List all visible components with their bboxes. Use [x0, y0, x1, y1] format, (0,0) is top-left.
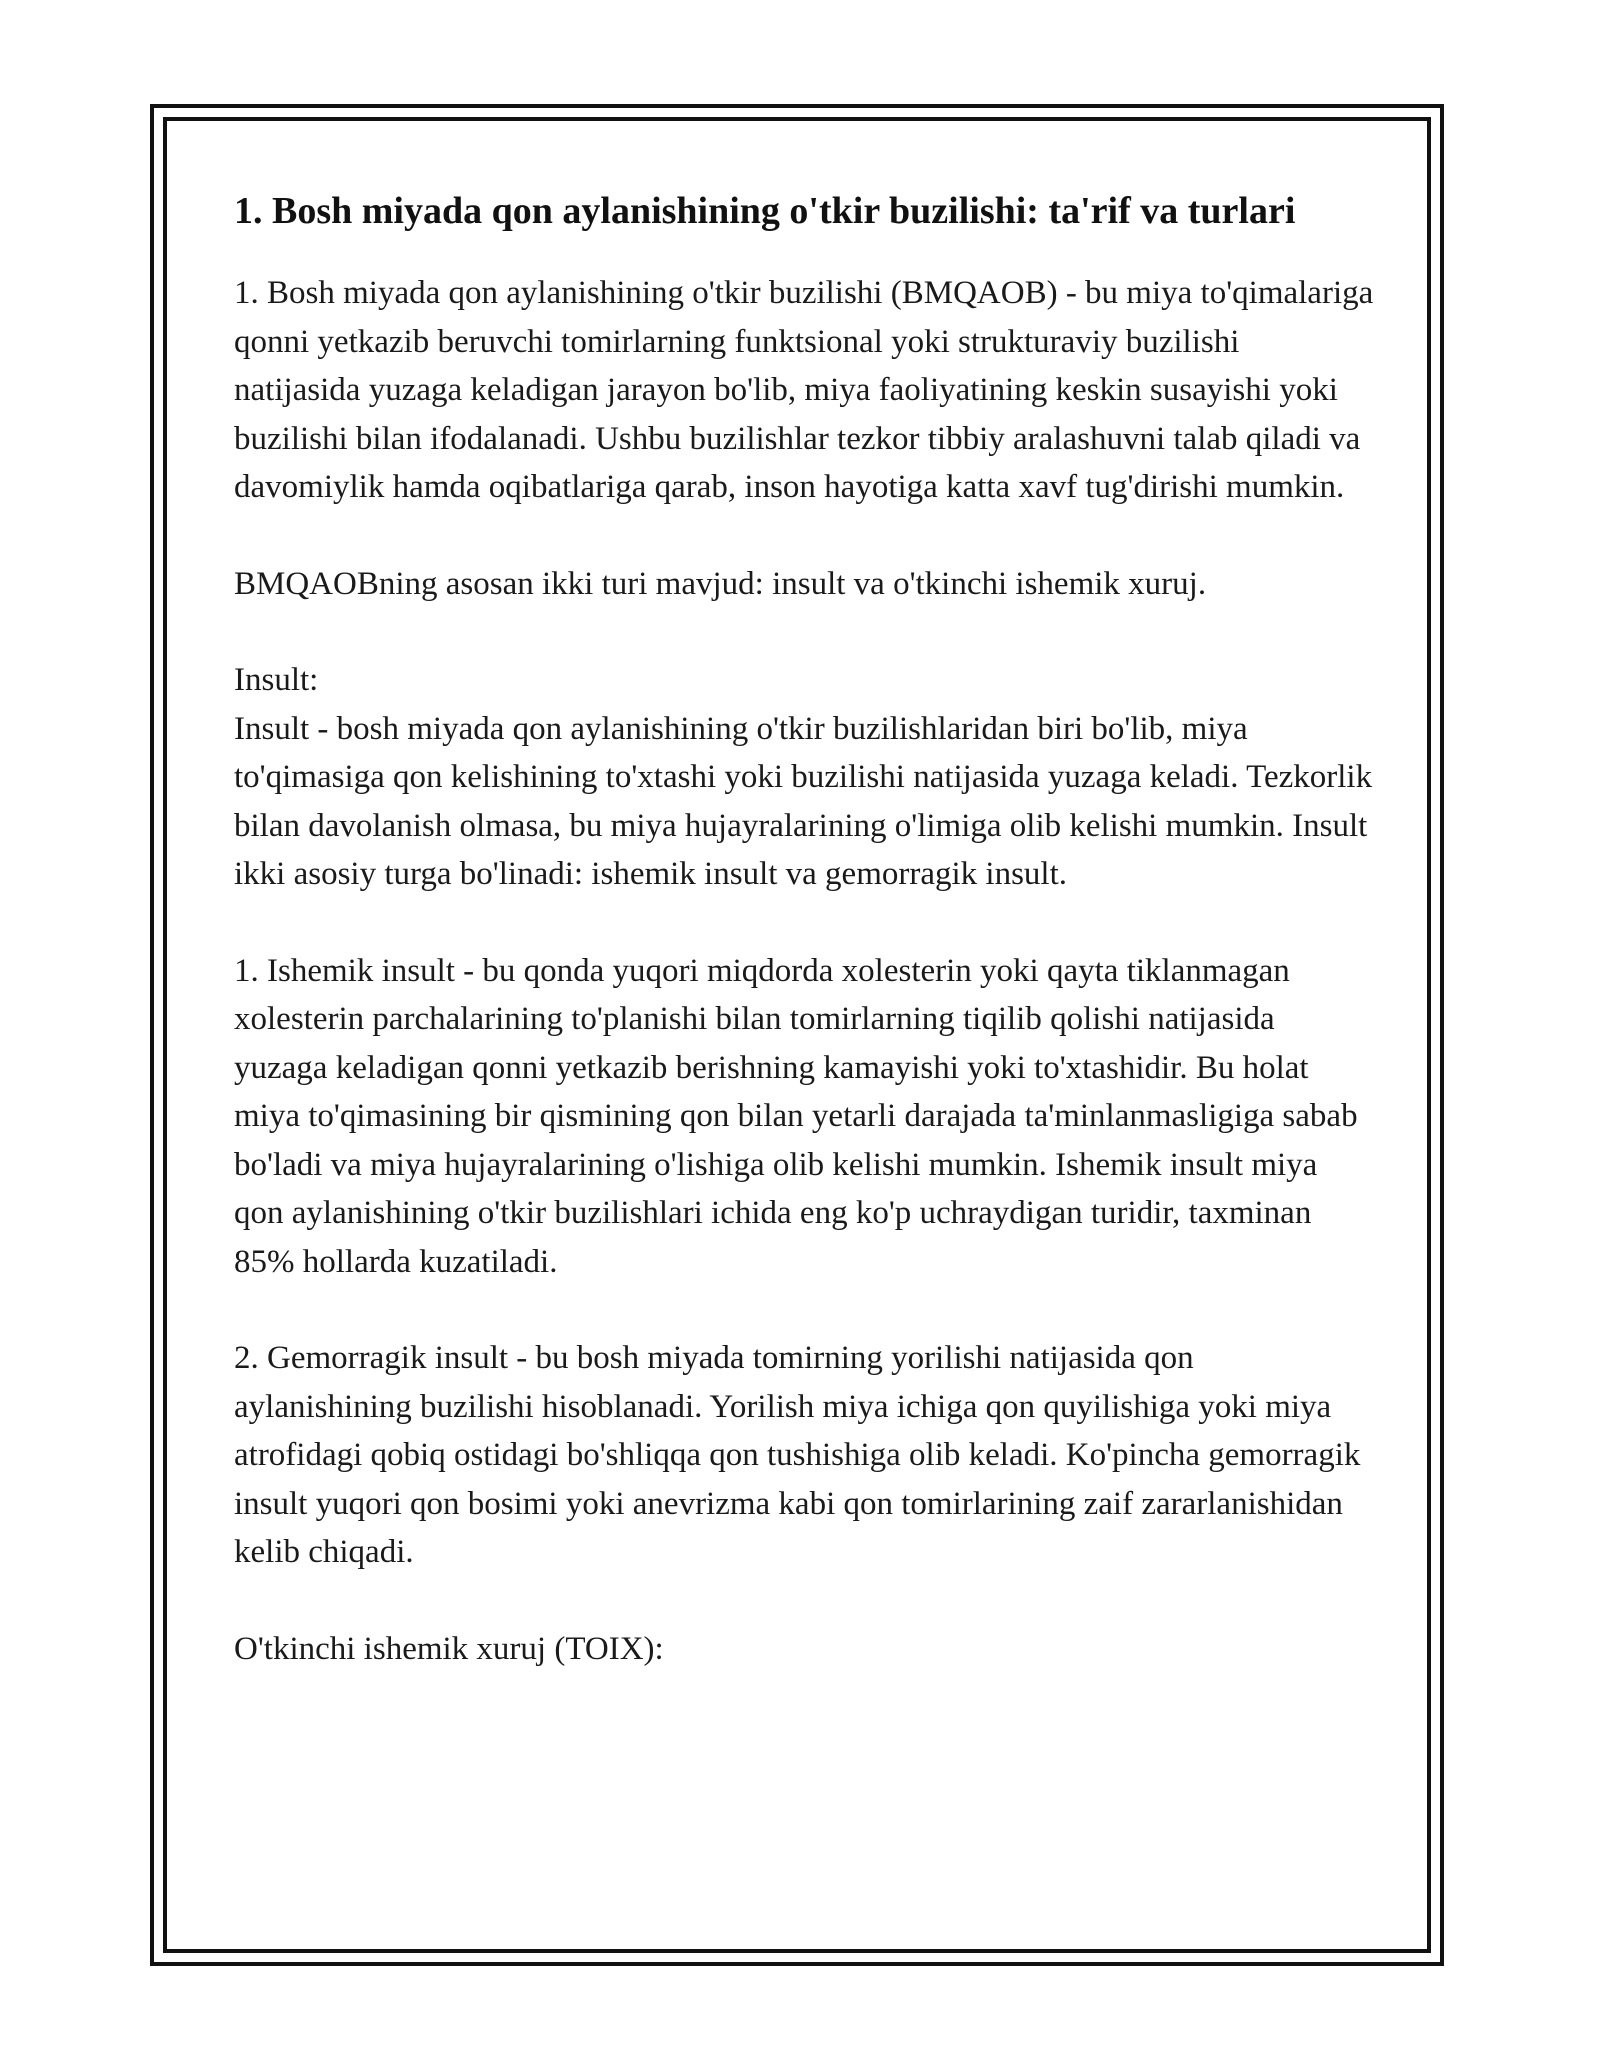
subheading-tia: O'tkinchi ishemik xuruj (TOIX): — [234, 1630, 664, 1667]
subheading-insult: Insult: — [234, 662, 319, 698]
document-body — [234, 184, 1374, 1721]
paragraph-ischemic-stroke: 1. Ishemik insult - bu qonda yuqori miqdorda xolesterin yoki qayta tiklanmagan xolesterin parchalarining to'planishi bilan tomirlarning tiqilib qolishi natijasida yuzaga keladigan qonni yetkazib berishning kamayishi yoki to'xtashidir. Bu holat miya to'qimasining bir qismining qon bilan yetarli darajada ta'minlanmasligiga sabab bo'ladi va miya hujayralarining o'lishiga olib kelishi mumkin. Ishemik insult miya qon aylanishining o'tkir buzilishlari ichida eng ko'p uchraydigan turidir, taxminan 85% hollarda kuzatiladi. — [234, 952, 1358, 1280]
section-heading: 1. Bosh miyada qon aylanishining o'tkir buzilishi: ta'rif va turlari — [234, 190, 1296, 232]
paragraph-insult: Insult - bosh miyada qon aylanishining o'tkir buzilishlaridan biri bo'lib, miya to'qimasiga qon kelishining to'xtashi yoki buzilishi natijasida yuzaga keladi. Tezkorlik bilan davolanish olmasa, bu miya hujayralarining o'limiga olib kelishi mumkin. Insult ikki asosiy turga bo'linadi: ishemik insult va gemorragik insult. — [234, 710, 1373, 892]
paragraph-definition: 1. Bosh miyada qon aylanishining o'tkir buzilishi (BMQAOB) - bu miya to'qimalariga qonni yetkazib beruvchi tomirlarning funktsional yoki strukturaviy buzilishi natijasida yuzaga keladigan jarayon bo'lib, miya faoliyatining keskin susayishi yoki buzilishi bilan ifodalanadi. Ushbu buzilishlar tezkor tibbiy aralashuvni talab qiladi va davomiylik hamda oqibatlariga qarab, inson hayotiga katta xavf tug'dirishi mumkin. — [234, 275, 1374, 505]
paragraph-hemorrhagic-stroke: 2. Gemorragik insult - bu bosh miyada tomirning yorilishi natijasida qon aylanishining buzilishi hisoblanadi. Yorilish miya ichiga qon quyilishiga yoki miya atrofidagi qobiq ostidagi bo'shliqqa qon tushishiga olib keladi. Ko'pincha gemorragik insult yuqori qon bosimi yoki anevrizma kabi qon tomirlarining zaif zararlanishidan kelib chiqadi. — [234, 1340, 1361, 1570]
paragraph-types-intro: BMQAOBning asosan ikki turi mavjud: insult va o'tkinchi ishemik xuruj. — [234, 565, 1207, 602]
